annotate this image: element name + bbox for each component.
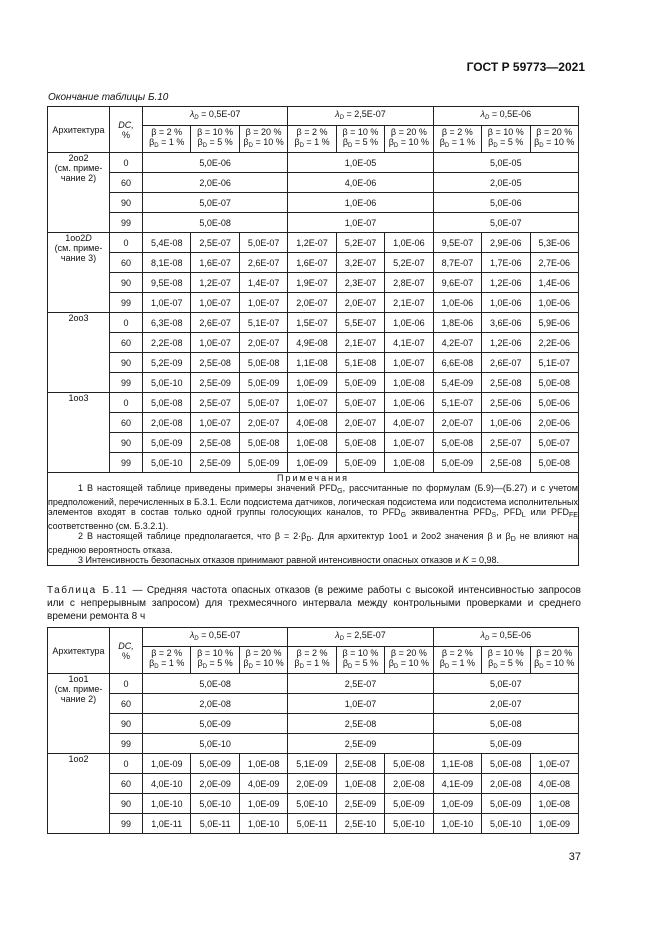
value-cell: 8,1E-08	[143, 253, 191, 273]
header-beta: β = 10 % $\beta_D = 5$ %	[482, 126, 530, 153]
header-beta: β = 2 % $\beta_D = 1$ %	[143, 126, 191, 153]
value-cell: 1,0E-08	[288, 433, 336, 453]
value-cell: 5,0E-08	[143, 393, 191, 413]
value-cell: 1,1E-08	[433, 754, 481, 774]
value-cell: 5,0E-08	[433, 714, 578, 734]
table-b11	[47, 627, 579, 834]
table-row	[48, 293, 579, 313]
value-cell: 5,1E-07	[239, 313, 287, 333]
table-row	[48, 273, 579, 293]
value-cell: 1,2E-06	[482, 333, 530, 353]
value-cell: 1,0E-08	[530, 794, 579, 814]
dc-cell: 90	[110, 714, 143, 734]
value-cell: 2,5E-09	[288, 734, 433, 754]
value-cell: 5,0E-06	[433, 193, 578, 213]
value-cell: 2,0E-07	[336, 293, 384, 313]
architecture-cell: 2oo2 (см. приме- чание 2)	[48, 153, 110, 233]
value-cell: 1,2E-07	[191, 273, 239, 293]
value-cell: 2,7E-06	[530, 253, 579, 273]
table-row	[48, 694, 579, 714]
value-cell: 6,6E-08	[433, 353, 481, 373]
value-cell: 2,0E-07	[433, 694, 578, 714]
dc-cell: 90	[110, 193, 143, 213]
page-number: 37	[568, 851, 581, 863]
value-cell: 2,0E-07	[239, 333, 287, 353]
value-cell: 1,0E-06	[385, 313, 433, 333]
value-cell: 5,0E-08	[143, 674, 288, 694]
note-2: 2 В настоящей таблице предполагается, что $\beta = 2\cdot\beta_D$. Для архитектур 1oo1 и 2oo2 значения β и $\beta_D$ не влияют на среднюю вероятность отказа.	[48, 531, 579, 555]
notes-title: Примечания	[277, 473, 349, 483]
value-cell: 5,0E-10	[143, 734, 288, 754]
value-cell: 5,4E-09	[433, 373, 481, 393]
header-beta: β = 10 % $\beta_D = 5$ %	[191, 647, 239, 674]
value-cell: 5,0E-08	[336, 433, 384, 453]
architecture-cell: 1oo3	[48, 393, 110, 473]
header-lambda-group: $\lambda_D = 0,5E-07$	[143, 628, 288, 647]
value-cell: 1,0E-06	[288, 193, 433, 213]
value-cell: 2,0E-08	[143, 413, 191, 433]
table-row	[48, 153, 579, 173]
value-cell: 9,5E-08	[143, 273, 191, 293]
table-row	[48, 453, 579, 473]
value-cell: 1,0E-07	[191, 413, 239, 433]
dc-cell: 99	[110, 373, 143, 393]
table-b10	[47, 106, 579, 566]
value-cell: 4,0E-06	[288, 173, 433, 193]
header-beta: β = 2 % $\beta_D = 1$ %	[288, 647, 336, 674]
dc-cell: 90	[110, 273, 143, 293]
header-beta: β = 10 % $\beta_D = 5$ %	[336, 647, 384, 674]
dc-cell: 0	[110, 233, 143, 253]
dc-cell: 0	[110, 393, 143, 413]
value-cell: 1,0E-07	[239, 293, 287, 313]
value-cell: 1,0E-10	[239, 814, 287, 834]
value-cell: 5,0E-09	[143, 433, 191, 453]
value-cell: 2,0E-07	[239, 413, 287, 433]
value-cell: 5,0E-08	[433, 433, 481, 453]
value-cell: 2,6E-07	[482, 353, 530, 373]
table-row	[48, 814, 579, 834]
header-lambda-group: $\lambda_D = 0,5E-06$	[433, 107, 578, 126]
value-cell: 2,5E-09	[336, 794, 384, 814]
note-3: 3 Интенсивность безопасных отказов принимают равной интенсивности опасных отказов и K = 0,98.	[78, 555, 499, 565]
header-architecture: Архитектура	[48, 628, 110, 674]
value-cell: 5,0E-07	[143, 193, 288, 213]
value-cell: 1,0E-09	[433, 794, 481, 814]
table-notes	[48, 473, 579, 566]
table-row	[48, 794, 579, 814]
dc-cell: 60	[110, 694, 143, 714]
value-cell: 1,7E-06	[482, 253, 530, 273]
table-row	[48, 333, 579, 353]
value-cell: 5,0E-09	[336, 373, 384, 393]
value-cell: 5,0E-11	[191, 814, 239, 834]
header-beta: β = 2 % $\beta_D = 1$ %	[288, 126, 336, 153]
header-beta: β = 10 % $\beta_D = 5$ %	[336, 126, 384, 153]
table-caption-b11: Таблица Б.11 — Средняя частота опасных отказов (в режиме работы с высокой интенсивностью запросов или с непрерывным запросом) для трехмесячного интервала между контрольными проверками и среднего времени ремонта 8 ч	[47, 585, 581, 622]
header-beta: β = 20 % $\beta_D = 10$ %	[530, 647, 579, 674]
architecture-cell: 1oo1 (см. приме- чание 2)	[48, 674, 110, 754]
value-cell: 1,0E-08	[385, 453, 433, 473]
dc-cell: 60	[110, 333, 143, 353]
dc-cell: 60	[110, 173, 143, 193]
value-cell: 2,0E-09	[288, 774, 336, 794]
value-cell: 1,0E-06	[482, 293, 530, 313]
value-cell: 5,0E-10	[385, 814, 433, 834]
value-cell: 9,6E-07	[433, 273, 481, 293]
table-row	[48, 193, 579, 213]
value-cell: 2,0E-08	[482, 774, 530, 794]
header-beta: β = 2 % $\beta_D = 1$ %	[433, 126, 481, 153]
value-cell: 2,5E-07	[191, 393, 239, 413]
value-cell: 5,0E-07	[433, 213, 578, 233]
value-cell: 5,2E-09	[143, 353, 191, 373]
value-cell: 5,2E-07	[336, 233, 384, 253]
dc-cell: 0	[110, 674, 143, 694]
value-cell: 1,0E-06	[385, 233, 433, 253]
header-beta: β = 20 % $\beta_D = 10$ %	[385, 647, 433, 674]
value-cell: 1,0E-08	[239, 754, 287, 774]
value-cell: 6,3E-08	[143, 313, 191, 333]
value-cell: 1,0E-10	[143, 794, 191, 814]
value-cell: 5,4E-08	[143, 233, 191, 253]
table-row	[48, 373, 579, 393]
dc-cell: 99	[110, 814, 143, 834]
value-cell: 1,0E-09	[288, 373, 336, 393]
value-cell: 2,5E-08	[482, 453, 530, 473]
value-cell: 5,1E-07	[433, 393, 481, 413]
value-cell: 2,2E-06	[530, 333, 579, 353]
table-row	[48, 714, 579, 734]
dc-cell: 90	[110, 353, 143, 373]
value-cell: 1,0E-06	[433, 293, 481, 313]
value-cell: 5,0E-09	[433, 734, 578, 754]
value-cell: 2,9E-06	[482, 233, 530, 253]
value-cell: 5,0E-07	[239, 233, 287, 253]
value-cell: 2,5E-09	[191, 453, 239, 473]
value-cell: 1,2E-06	[482, 273, 530, 293]
value-cell: 4,1E-09	[433, 774, 481, 794]
value-cell: 1,0E-07	[288, 213, 433, 233]
value-cell: 4,1E-07	[385, 333, 433, 353]
value-cell: 5,0E-10	[143, 453, 191, 473]
dc-cell: 99	[110, 453, 143, 473]
value-cell: 2,5E-09	[191, 373, 239, 393]
value-cell: 2,5E-07	[288, 674, 433, 694]
dc-cell: 60	[110, 253, 143, 273]
table-row	[48, 674, 579, 694]
value-cell: 5,3E-06	[530, 233, 579, 253]
value-cell: 1,0E-07	[191, 293, 239, 313]
value-cell: 5,0E-07	[433, 674, 578, 694]
header-beta: β = 2 % $\beta_D = 1$ %	[143, 647, 191, 674]
value-cell: 5,0E-06	[143, 153, 288, 173]
value-cell: 2,5E-08	[288, 714, 433, 734]
value-cell: 2,5E-08	[191, 353, 239, 373]
table-row	[48, 413, 579, 433]
value-cell: 5,0E-09	[482, 794, 530, 814]
value-cell: 2,5E-06	[482, 393, 530, 413]
value-cell: 1,0E-09	[530, 814, 579, 834]
value-cell: 1,2E-07	[288, 233, 336, 253]
header-beta: β = 2 % $\beta_D = 1$ %	[433, 647, 481, 674]
header-beta: β = 20 % $\beta_D = 10$ %	[239, 126, 287, 153]
dc-cell: 90	[110, 794, 143, 814]
value-cell: 9,5E-07	[433, 233, 481, 253]
value-cell: 1,0E-06	[385, 393, 433, 413]
architecture-cell: 1oo2D (см. приме- чание 3)	[48, 233, 110, 313]
value-cell: 2,5E-08	[482, 373, 530, 393]
value-cell: 2,0E-07	[288, 293, 336, 313]
note-1: 1 В настоящей таблице приведены примеры значений $PFD_G$, рассчитанные по формулам (Б.9)—(Б.27) и с учетом предположений, перечисленных в Б.3.1. Если подсистема датчиков, логическая подсистема или подсистема исполнительных элементов входят в состав только одной группы голосующих каналов, то $PFD_G$ эквивалентна $PFD_S$, $PFD_L$ или $PFD_{FE}$ соответственно (см. Б.3.2.1).	[48, 483, 578, 531]
header-beta: β = 20 % $\beta_D = 10$ %	[530, 126, 579, 153]
value-cell: 2,2E-08	[143, 333, 191, 353]
header-lambda-group: $\lambda_D = 0,5E-07$	[143, 107, 288, 126]
dc-cell: 0	[110, 153, 143, 173]
notes-row	[48, 473, 579, 566]
header-dc: DC, %	[110, 107, 143, 153]
value-cell: 1,0E-08	[336, 774, 384, 794]
header-dc: DC, %	[110, 628, 143, 674]
value-cell: 2,6E-07	[239, 253, 287, 273]
header-row	[48, 628, 579, 647]
value-cell: 1,0E-09	[288, 453, 336, 473]
architecture-cell: 2oo3	[48, 313, 110, 393]
value-cell: 1,8E-06	[433, 313, 481, 333]
header-lambda-group: $\lambda_D = 0,5E-06$	[433, 628, 578, 647]
value-cell: 5,0E-09	[239, 373, 287, 393]
value-cell: 2,5E-08	[191, 433, 239, 453]
value-cell: 4,0E-07	[385, 413, 433, 433]
value-cell: 1,0E-07	[143, 293, 191, 313]
dc-cell: 0	[110, 754, 143, 774]
architecture-cell: 1oo2	[48, 754, 110, 834]
value-cell: 2,0E-06	[530, 413, 579, 433]
value-cell: 1,0E-09	[239, 794, 287, 814]
standard-number: ГОСТ Р 59773—2021	[466, 60, 585, 74]
value-cell: 5,0E-08	[143, 213, 288, 233]
value-cell: 1,4E-06	[530, 273, 579, 293]
value-cell: 5,0E-10	[288, 794, 336, 814]
value-cell: 5,0E-09	[336, 453, 384, 473]
value-cell: 2,0E-06	[143, 173, 288, 193]
value-cell: 5,2E-07	[385, 253, 433, 273]
header-beta: β = 10 % $\beta_D = 5$ %	[482, 647, 530, 674]
header-lambda-group: $\lambda_D = 2,5E-07$	[288, 107, 433, 126]
table-row	[48, 774, 579, 794]
value-cell: 2,0E-05	[433, 173, 578, 193]
value-cell: 5,0E-08	[239, 433, 287, 453]
value-cell: 1,4E-07	[239, 273, 287, 293]
value-cell: 5,5E-07	[336, 313, 384, 333]
value-cell: 1,0E-09	[143, 754, 191, 774]
header-lambda-group: $\lambda_D = 2,5E-07$	[288, 628, 433, 647]
table-row	[48, 433, 579, 453]
value-cell: 4,0E-08	[288, 413, 336, 433]
table-row	[48, 353, 579, 373]
value-cell: 5,0E-08	[482, 754, 530, 774]
table-row	[48, 754, 579, 774]
value-cell: 2,1E-07	[385, 293, 433, 313]
value-cell: 2,3E-07	[336, 273, 384, 293]
value-cell: 5,0E-09	[433, 453, 481, 473]
value-cell: 2,5E-10	[336, 814, 384, 834]
value-cell: 1,0E-08	[385, 373, 433, 393]
value-cell: 5,1E-09	[288, 754, 336, 774]
value-cell: 5,0E-08	[530, 453, 579, 473]
value-cell: 5,0E-07	[530, 433, 579, 453]
value-cell: 5,0E-07	[336, 393, 384, 413]
table-row	[48, 233, 579, 253]
value-cell: 5,0E-09	[239, 453, 287, 473]
value-cell: 4,0E-10	[143, 774, 191, 794]
value-cell: 2,5E-08	[336, 754, 384, 774]
value-cell: 4,0E-09	[239, 774, 287, 794]
value-cell: 1,0E-11	[143, 814, 191, 834]
value-cell: 5,0E-06	[530, 393, 579, 413]
value-cell: 2,1E-07	[336, 333, 384, 353]
value-cell: 5,0E-07	[239, 393, 287, 413]
value-cell: 1,9E-07	[288, 273, 336, 293]
dc-cell: 90	[110, 433, 143, 453]
value-cell: 5,1E-08	[336, 353, 384, 373]
value-cell: 3,2E-07	[336, 253, 384, 273]
dc-cell: 60	[110, 413, 143, 433]
value-cell: 1,0E-07	[191, 333, 239, 353]
table-row	[48, 173, 579, 193]
dc-cell: 99	[110, 213, 143, 233]
value-cell: 8,7E-07	[433, 253, 481, 273]
value-cell: 5,0E-09	[191, 754, 239, 774]
table-caption: Окончание таблицы Б.10	[48, 92, 169, 103]
dc-cell: 60	[110, 774, 143, 794]
value-cell: 2,0E-07	[336, 413, 384, 433]
value-cell: 2,0E-08	[385, 774, 433, 794]
value-cell: 1,0E-05	[288, 153, 433, 173]
value-cell: 5,1E-07	[530, 353, 579, 373]
value-cell: 1,5E-07	[288, 313, 336, 333]
value-cell: 2,0E-07	[433, 413, 481, 433]
table-row	[48, 313, 579, 333]
dc-cell: 99	[110, 734, 143, 754]
value-cell: 5,0E-10	[191, 794, 239, 814]
value-cell: 2,8E-07	[385, 273, 433, 293]
header-beta: β = 10 % $\beta_D = 5$ %	[191, 126, 239, 153]
value-cell: 1,0E-07	[385, 353, 433, 373]
value-cell: 1,6E-07	[191, 253, 239, 273]
value-cell: 1,1E-08	[288, 353, 336, 373]
value-cell: 1,0E-07	[530, 754, 579, 774]
value-cell: 2,5E-07	[482, 433, 530, 453]
table-row	[48, 393, 579, 413]
value-cell: 2,0E-09	[191, 774, 239, 794]
dc-cell: 99	[110, 293, 143, 313]
value-cell: 2,5E-07	[191, 233, 239, 253]
header-row	[48, 107, 579, 126]
value-cell: 1,0E-07	[385, 433, 433, 453]
value-cell: 1,0E-07	[288, 393, 336, 413]
value-cell: 4,9E-08	[288, 333, 336, 353]
table-row	[48, 213, 579, 233]
value-cell: 5,0E-08	[385, 754, 433, 774]
value-cell: 5,0E-08	[239, 353, 287, 373]
value-cell: 4,0E-08	[530, 774, 579, 794]
value-cell: 1,0E-06	[530, 293, 579, 313]
table-row	[48, 734, 579, 754]
dc-cell: 0	[110, 313, 143, 333]
table-row	[48, 253, 579, 273]
value-cell: 4,2E-07	[433, 333, 481, 353]
value-cell: 1,0E-06	[482, 413, 530, 433]
header-beta: β = 20 % $\beta_D = 10$ %	[239, 647, 287, 674]
value-cell: 5,0E-09	[143, 714, 288, 734]
value-cell: 2,6E-07	[191, 313, 239, 333]
header-beta: β = 20 % $\beta_D = 10$ %	[385, 126, 433, 153]
value-cell: 3,6E-06	[482, 313, 530, 333]
value-cell: 5,9E-06	[530, 313, 579, 333]
value-cell: 2,0E-08	[143, 694, 288, 714]
value-cell: 1,6E-07	[288, 253, 336, 273]
value-cell: 5,0E-10	[482, 814, 530, 834]
value-cell: 5,0E-09	[385, 794, 433, 814]
value-cell: 1,0E-10	[433, 814, 481, 834]
value-cell: 5,0E-05	[433, 153, 578, 173]
header-architecture: Архитектура	[48, 107, 110, 153]
value-cell: 5,0E-10	[143, 373, 191, 393]
value-cell: 5,0E-08	[530, 373, 579, 393]
value-cell: 5,0E-11	[288, 814, 336, 834]
value-cell: 1,0E-07	[288, 694, 433, 714]
